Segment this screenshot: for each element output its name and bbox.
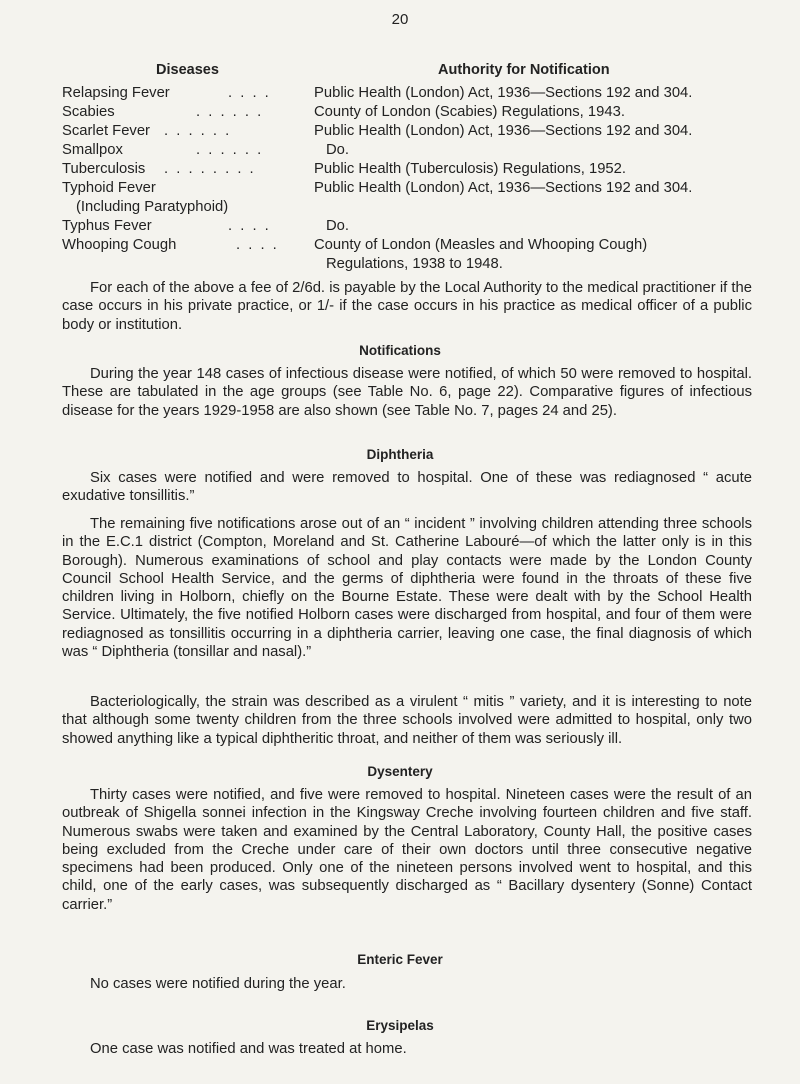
page-number: 20: [391, 11, 409, 28]
leader-dots: . . . .: [228, 85, 271, 101]
authority-text: County of London (Measles and Whooping Cough): [314, 237, 648, 253]
section-heading-enteric-fever: Enteric Fever: [357, 952, 443, 967]
leader-dots: . . . . . .: [164, 123, 232, 139]
notifications-paragraph: During the year 148 cases of infectious disease were notified, of which 50 were removed to hospital. These are tabulated in the age groups (see Table No. 6, page 22). Comparative figures of infectious disease for the years 1929-1958 are also shown (see Table No. 7, pages 24 and 25).: [62, 366, 752, 419]
disease-name: Scarlet Fever: [62, 123, 150, 139]
authority-text-continued: Regulations, 1938 to 1948.: [326, 256, 503, 272]
disease-subnote: (Including Paratyphoid): [76, 199, 229, 215]
authority-text: Public Health (London) Act, 1936—Sections 192 and 304.: [314, 85, 693, 101]
diseases-column-header: Diseases: [156, 62, 219, 78]
disease-name: Whooping Cough: [62, 237, 177, 253]
leader-dots: . . . .: [236, 237, 279, 253]
authority-text: Do.: [326, 218, 350, 234]
leader-dots: . . . .: [228, 218, 271, 234]
authority-text: Public Health (Tuberculosis) Regulations, 1952.: [314, 161, 626, 177]
disease-name: Tuberculosis: [62, 161, 146, 177]
section-heading-diphtheria: Diphtheria: [366, 447, 434, 462]
leader-dots: . . . . . .: [196, 104, 264, 120]
authority-column-header: Authority for Notification: [438, 62, 610, 78]
authority-text: Public Health (London) Act, 1936—Sections 192 and 304.: [314, 123, 693, 139]
leader-dots: . . . . . . . .: [164, 161, 256, 177]
disease-name: Scabies: [62, 104, 115, 120]
disease-name: Typhus Fever: [62, 218, 152, 234]
erysipelas-paragraph: One case was notified and was treated at home.: [90, 1041, 407, 1057]
authority-text: Public Health (London) Act, 1936—Sections 192 and 304.: [314, 180, 693, 196]
section-heading-dysentery: Dysentery: [367, 764, 433, 779]
section-heading-erysipelas: Erysipelas: [366, 1018, 434, 1033]
authority-text: Do.: [326, 142, 350, 158]
diphtheria-paragraph: The remaining five notifications arose out of an “ incident ” involving children attending three schools in the E.C.1 district (Compton, Moreland and St. Catherine Labouré—of which the latter only is in this Borough). Numerous examinations of school and play contacts were made by the London County Council School Health Service, and the germs of diphtheria were found in the throats of these five children living in Holborn, chiefly on the Bourne Estate. These were dealt with by the School Health Service. Ultimately, the five notified Holborn cases were discharged from hospital, and four of them were rediagnosed as tonsillitis occurring in a diphtheria carrier, leaving one case, the final diagnosis of which was “ Diphtheria (tonsillar and nasal).”: [62, 516, 752, 661]
leader-dots: . . . . . .: [196, 142, 264, 158]
section-heading-notifications: Notifications: [359, 343, 441, 358]
diphtheria-paragraph: Bacteriologically, the strain was described as a virulent “ mitis ” variety, and it is interesting to note that although some twenty children from the three schools involved were admitted to hospital, only two showed anything like a typical diphtheritic throat, and neither of them was seriously ill.: [62, 694, 752, 747]
authority-text: County of London (Scabies) Regulations, 1943.: [314, 104, 625, 120]
disease-name: Typhoid Fever: [62, 180, 156, 196]
diphtheria-paragraph: Six cases were notified and were removed to hospital. One of these was rediagnosed “ acute exudative tonsillitis.”: [62, 470, 752, 505]
fee-paragraph: For each of the above a fee of 2/6d. is payable by the Local Authority to the medical practitioner if the case occurs in his private practice, or 1/- if the case occurs in his practice as medical officer of a public body or institution.: [62, 280, 752, 333]
disease-name: Smallpox: [62, 142, 123, 158]
dysentery-paragraph: Thirty cases were notified, and five were removed to hospital. Nineteen cases were the result of an outbreak of Shigella sonnei infection in the Kingsway Creche involving fourteen children and five staff. Numerous swabs were taken and examined by the Central Laboratory, County Hall, the positive cases being excluded from the Creche under care of their own doctors until three consecutive negative specimens had been produced. Only one of the nineteen persons involved went to hospital, and this child, one of the early cases, was subsequently discharged as “ Bacillary dysentery (Sonne) Contact carrier.”: [62, 787, 752, 913]
enteric-fever-paragraph: No cases were notified during the year.: [90, 976, 346, 992]
disease-name: Relapsing Fever: [62, 85, 170, 101]
